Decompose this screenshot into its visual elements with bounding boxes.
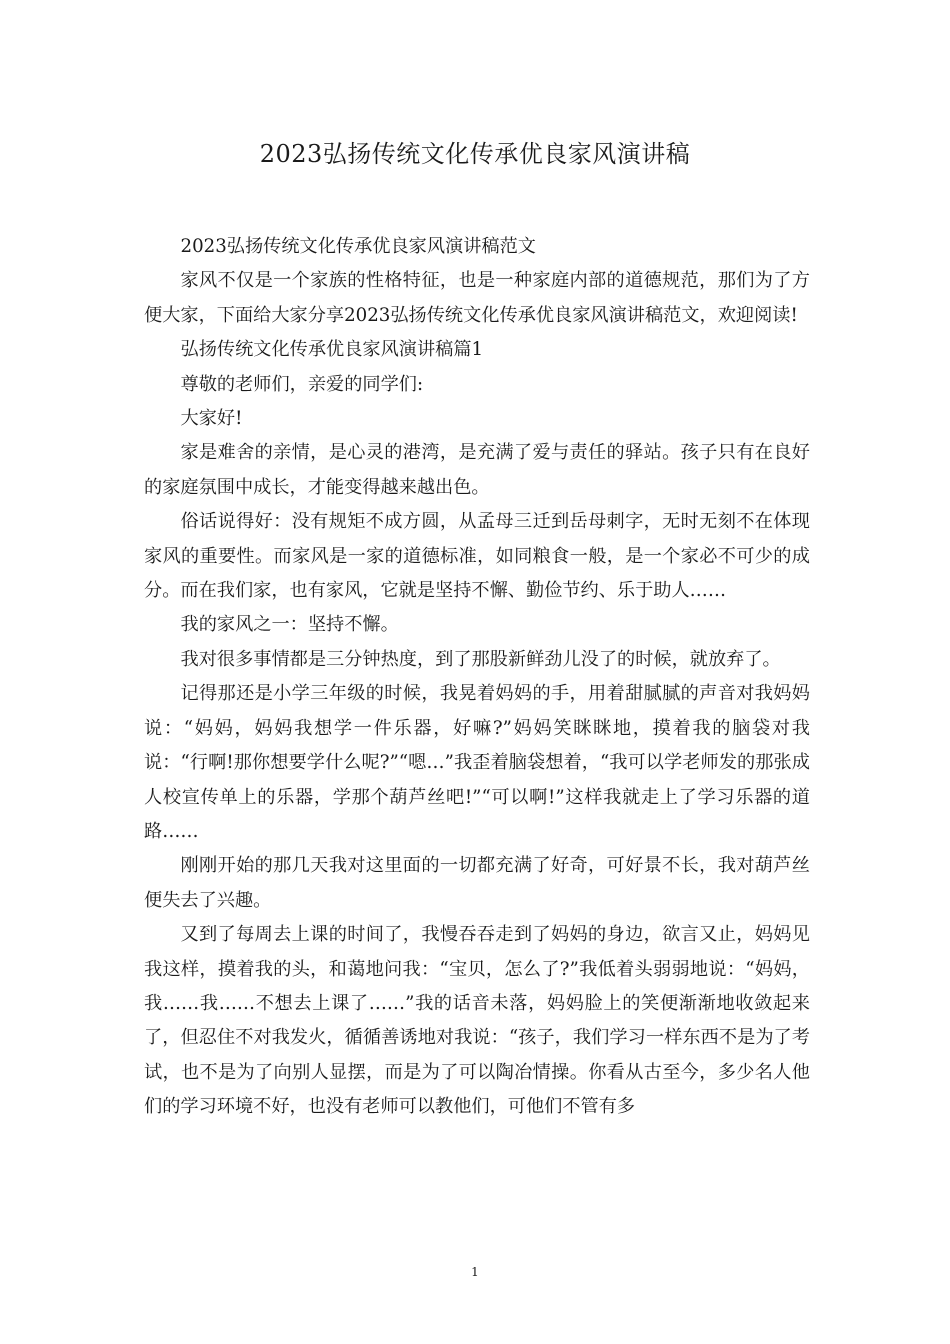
paragraph: 我的家风之一：坚持不懈。 xyxy=(180,614,399,636)
paragraph: 2023弘扬传统文化传承优良家风演讲稿范文 xyxy=(180,236,536,257)
page-number: 1 xyxy=(471,1265,479,1279)
paragraph: 尊敬的老师们，亲爱的同学们: xyxy=(180,373,424,395)
paragraph: 我对很多事情都是三分钟热度，到了那股新鲜劲儿没了的时候，就放弃了。 xyxy=(180,648,781,670)
paragraph: 家是难舍的亲情，是心灵的港湾，是充满了爱与责任的驿站。孩子只有在良好的家庭氛围中成长，才能变得越来越出色。 xyxy=(144,442,810,498)
document-title: 2023弘扬传统文化传承优良家风演讲稿 xyxy=(259,140,691,168)
paragraph: 大家好! xyxy=(180,408,243,430)
paragraph: 又到了每周去上课的时间了，我慢吞吞走到了妈妈的身边，欲言又止，妈妈见我这样，摸着我的头，和蔼地问我：“宝贝，怎么了?”我低着头弱弱地说：“妈妈，我……我……不想去上课了……”我的话音未落，妈妈脸上的笑便渐渐地收敛起来了，但忍住不对我发火，循循善诱地对我说：“孩子，我们学习一样东西不是为了考试，也不是为了向别人显摆，而是为了可以陶冶情操。你看从古至今，多少名人他们的学习环境不好，也没有老师可以教他们，可他们不管有多 xyxy=(144,924,810,1118)
paragraph: 刚刚开始的那几天我对这里面的一切都充满了好奇，可好景不长，我对葫芦丝便失去了兴趣。 xyxy=(144,855,810,911)
paragraph: 记得那还是小学三年级的时候，我晃着妈妈的手，用着甜腻腻的声音对我妈妈说：“妈妈，妈妈我想学一件乐器，好嘛?”妈妈笑眯眯地，摸着我的脑袋对我说：“行啊!那你想要学什么呢?”“嗯…”我歪着脑袋想着，“我可以学老师发的那张成人校宣传单上的乐器，学那个葫芦丝吧!”“可以啊!”这样我就走上了学习乐器的道路…… xyxy=(144,683,810,842)
document-body xyxy=(144,230,810,1125)
paragraph: 家风不仅是一个家族的性格特征，也是一种家庭内部的道德规范，那们为了方便大家，下面给大家分享2023弘扬传统文化传承优良家风演讲稿范文，欢迎阅读! xyxy=(144,270,810,326)
paragraph: 俗话说得好：没有规矩不成方圆，从孟母三迁到岳母刺字，无时无刻不在体现家风的重要性。而家风是一家的道德标准，如同粮食一般，是一个家必不可少的成分。而在我们家，也有家风，它就是坚持不懈、勤俭节约、乐于助人…… xyxy=(144,511,810,602)
paragraph: 弘扬传统文化传承优良家风演讲稿篇1 xyxy=(180,339,484,361)
